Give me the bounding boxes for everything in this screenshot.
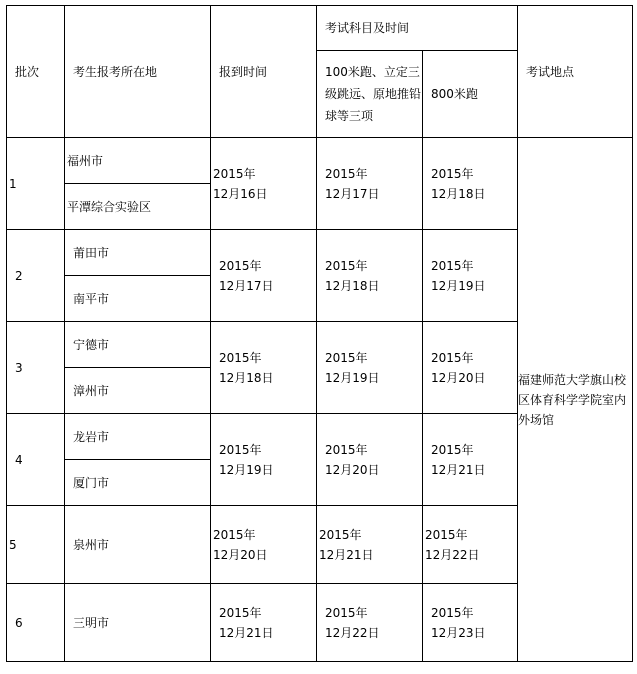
subject1-date xyxy=(317,506,423,584)
date-day: 12月18日 xyxy=(325,278,380,293)
location-cell: 漳州市 xyxy=(65,368,211,414)
location-cell: 平潭综合实验区 xyxy=(65,184,211,230)
date-year: 2015年 xyxy=(219,442,262,457)
header-venue: 考试地点 xyxy=(518,6,633,138)
subject2-date xyxy=(423,322,518,414)
location-cell: 莆田市 xyxy=(65,230,211,276)
header-subject-sprint-jump-shotput: 100米跑、立定三级跳远、原地推铅球等三项 xyxy=(317,51,423,138)
location-cell: 宁德市 xyxy=(65,322,211,368)
location-cell: 龙岩市 xyxy=(65,414,211,460)
checkin-date xyxy=(211,506,317,584)
location-cell: 南平市 xyxy=(65,276,211,322)
exam-schedule-table xyxy=(6,5,633,662)
date-day: 12月21日 xyxy=(319,547,374,562)
subject1-date xyxy=(317,322,423,414)
batch-number: 3 xyxy=(7,322,65,414)
date-year: 2015年 xyxy=(325,605,368,620)
subject1-date xyxy=(317,584,423,662)
batch-number: 6 xyxy=(7,584,65,662)
batch-number: 4 xyxy=(7,414,65,506)
subject1-date xyxy=(317,414,423,506)
checkin-date xyxy=(211,322,317,414)
date-day: 12月21日 xyxy=(219,625,274,640)
batch-number: 5 xyxy=(7,506,65,584)
header-subjects: 考试科目及时间 xyxy=(317,6,518,51)
date-day: 12月18日 xyxy=(431,186,486,201)
date-day: 12月18日 xyxy=(219,370,274,385)
date-year: 2015年 xyxy=(431,258,474,273)
subject2-date xyxy=(423,506,518,584)
date-year: 2015年 xyxy=(325,258,368,273)
location-cell: 厦门市 xyxy=(65,460,211,506)
subject2-date xyxy=(423,230,518,322)
batch-number: 2 xyxy=(7,230,65,322)
header-batch: 批次 xyxy=(7,6,65,138)
subject1-date xyxy=(317,138,423,230)
subject2-date xyxy=(423,584,518,662)
checkin-date xyxy=(211,230,317,322)
date-year: 2015年 xyxy=(325,442,368,457)
date-year: 2015年 xyxy=(219,350,262,365)
date-year: 2015年 xyxy=(319,527,362,542)
batch-number: 1 xyxy=(7,138,65,230)
date-day: 12月19日 xyxy=(219,462,274,477)
date-year: 2015年 xyxy=(213,527,256,542)
date-day: 12月23日 xyxy=(431,625,486,640)
date-year: 2015年 xyxy=(431,605,474,620)
date-year: 2015年 xyxy=(431,166,474,181)
date-day: 12月22日 xyxy=(425,547,480,562)
date-day: 12月20日 xyxy=(213,547,268,562)
date-year: 2015年 xyxy=(213,166,256,181)
date-day: 12月21日 xyxy=(431,462,486,477)
date-year: 2015年 xyxy=(219,605,262,620)
checkin-date xyxy=(211,414,317,506)
subject2-date xyxy=(423,138,518,230)
date-day: 12月16日 xyxy=(213,186,268,201)
date-day: 12月20日 xyxy=(431,370,486,385)
venue-cell: 福建师范大学旗山校区体育科学学院室内外场馆 xyxy=(518,138,633,662)
date-day: 12月20日 xyxy=(325,462,380,477)
location-cell: 福州市 xyxy=(65,138,211,184)
subject1-date xyxy=(317,230,423,322)
date-year: 2015年 xyxy=(325,350,368,365)
checkin-date xyxy=(211,584,317,662)
date-day: 12月22日 xyxy=(325,625,380,640)
location-cell: 泉州市 xyxy=(65,506,211,584)
header-subject-800m: 800米跑 xyxy=(423,51,518,138)
date-day: 12月19日 xyxy=(325,370,380,385)
date-year: 2015年 xyxy=(219,258,262,273)
subject2-date xyxy=(423,414,518,506)
location-cell: 三明市 xyxy=(65,584,211,662)
header-checkin: 报到时间 xyxy=(211,6,317,138)
date-day: 12月17日 xyxy=(325,186,380,201)
checkin-date xyxy=(211,138,317,230)
date-year: 2015年 xyxy=(431,442,474,457)
date-year: 2015年 xyxy=(325,166,368,181)
date-day: 12月17日 xyxy=(219,278,274,293)
date-year: 2015年 xyxy=(431,350,474,365)
header-location: 考生报考所在地 xyxy=(65,6,211,138)
date-day: 12月19日 xyxy=(431,278,486,293)
date-year: 2015年 xyxy=(425,527,468,542)
